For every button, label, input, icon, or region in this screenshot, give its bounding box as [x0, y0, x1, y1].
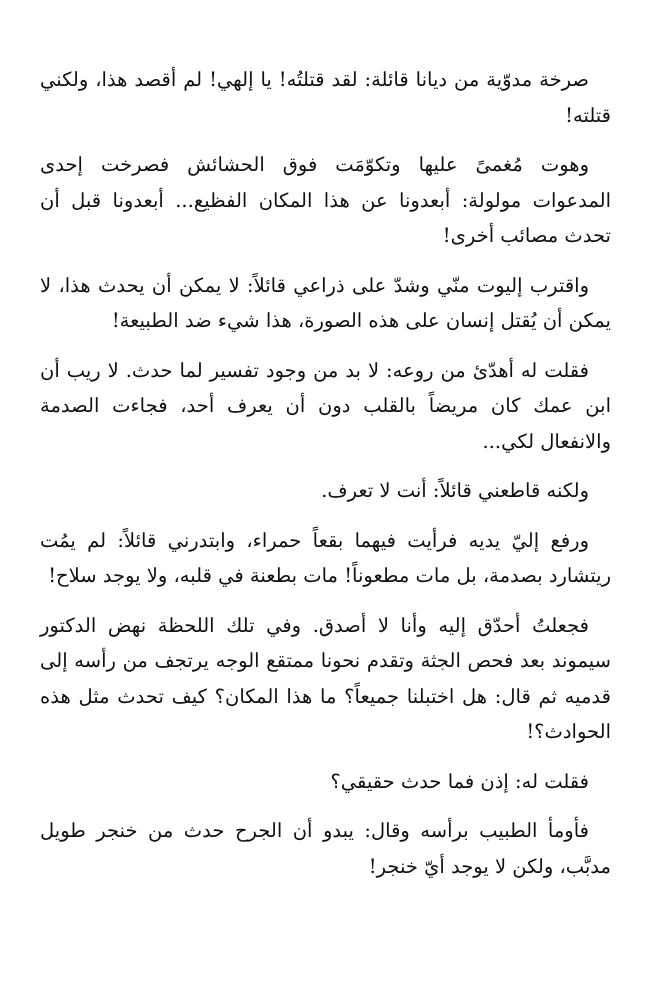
paragraph-4: فقلت له أهدّئ من روعه: لا بد من وجود تفسير لما حدث. لا ريب أن ابن عمك كان مريضاً بالقلب دون أن يعرف أحد، فجاءت الصدمة والانفعال لكي... [40, 358, 611, 453]
paragraph-8: فقلت له: إذن فما حدث حقيقي؟ [330, 769, 589, 793]
paragraph-2: وهوت مُغمىً عليها وتكوّمَت فوق الحشائش فصرخت إحدى المدعوات مولولة: أبعدونا عن هذا المكان الفظيع... أبعدونا قبل أن تحدث مصائب أخرى! [40, 153, 611, 247]
paragraph-6: ورفع إليّ يديه فرأيت فيهما بقعاً حمراء، وابتدرني قائلاً: لم يمُت ريتشارد بصدمة، بل مات مطعوناً! مات بطعنة في قلبه، ولا يوجد سلاح! [40, 528, 611, 587]
paragraph-5: ولكنه قاطعني قائلاً: أنت لا تعرف. [321, 479, 589, 502]
paragraph-9: فأومأ الطبيب برأسه وقال: يبدو أن الجرح حدث من خنجر طويل مدبَّب، ولكن لا يوجد أيّ خنجر! [40, 819, 611, 878]
paragraph-3: واقترب إليوت منّي وشدّ على ذراعي قائلاً: لا يمكن أن يحدث هذا، لا يمكن أن يُقتل إنسان على هذه الصورة، هذا شيء ضد الطبيعة! [40, 273, 611, 332]
paragraph-1: صرخة مدوّية من ديانا قائلة: لقد قتلتُه! يا إلهي! لم أقصد هذا، ولكني قتلته! [40, 68, 611, 127]
paragraph-7: فجعلتُ أحدّق إليه وأنا لا أصدق. وفي تلك اللحظة نهض الدكتور سيموند بعد فحص الجثة وتقدم نحونا ممتقع الوجه يرتجف من رأسه إلى قدميه ثم قال: هل اختبلنا جميعاً؟ ما هذا المكان؟ كيف تحدث مثل هذه الحوادث؟! [40, 613, 611, 743]
